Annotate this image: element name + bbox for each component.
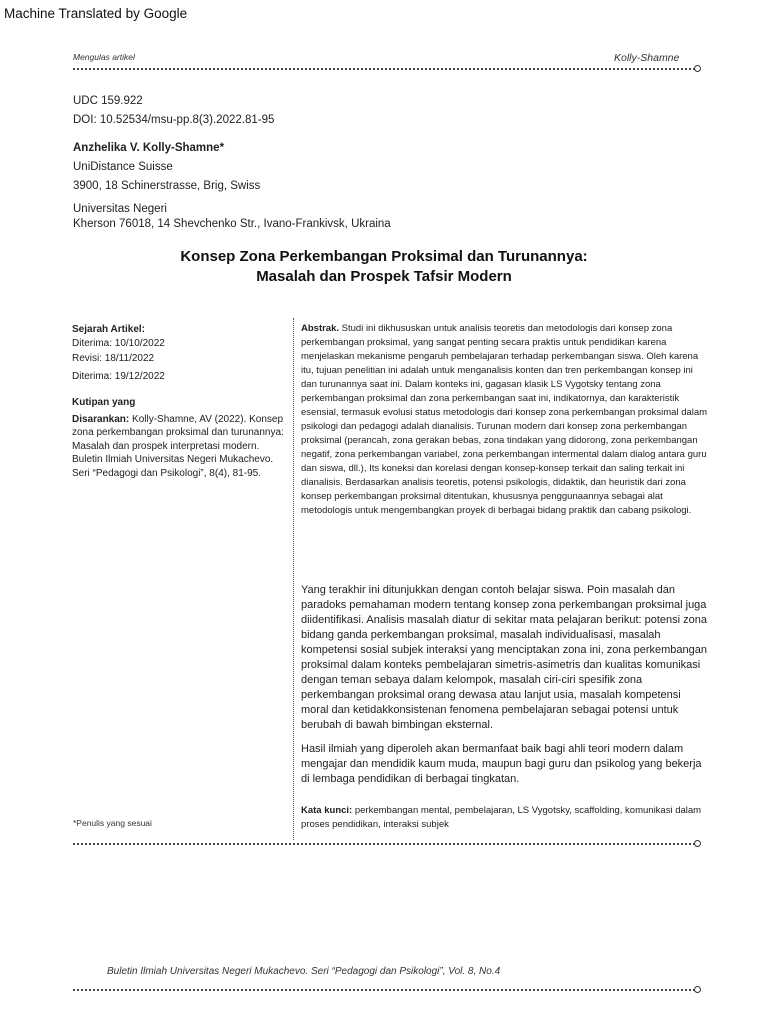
header-divider [73,68,695,70]
author-name: Anzhelika V. Kolly-Shamne* [73,142,225,154]
footer-divider-end-icon [694,986,701,993]
keywords [301,804,711,832]
footer-divider [73,989,695,991]
article-type-label: Mengulas artikel [73,52,135,62]
abstract-paragraph-2: Yang terakhir ini ditunjukkan dengan contoh belajar siswa. Poin masalah dan paradoks pemahaman modern tentang konsep zona perkembangan proksimal juga diidentifikasi. Analisis masalah diatur di sekitar mata pelajaran berikut: potensi zona bidang ganda perkembangan proksimal, masalah individualisasi, masalah kompetensi sosial subjek interaksi yang menciptakan zona ini, zona perkembangan proksimal dalam konteks pembelajaran simetris-asimetris dan kualitas komunikasi dengan teman sebaya dalam kelompok, masalah ciri-ciri spesifik zona perkembangan proksimal orang dewasa atau lanjut usia, masalah kompetensi moral dan ketidakkonsistenan fenomena pembelajaran sebagai potensi untuk berubah di bawah bimbingan eksternal. [301,584,708,731]
revised-date: Revisi: 18/11/2022 [72,353,155,364]
article-title [73,247,695,287]
content-divider [73,843,695,845]
citation-heading: Kutipan yang [72,397,136,408]
abstract-text: Studi ini dikhususkan untuk analisis teoretis dan metodologis dari konsep zona perkembangan proksimal, yang sangat penting secara praktis untuk pendidikan karena menjelaskan mekanisme pengaruh pembelajaran terhadap perkembangan siswa. Oleh karena itu, tujuan penelitian ini adalah untuk menganalisis konten dan tren perkembangan konsep ini dan turunannya saat ini. Dalam konteks ini, gagasan klasik LS Vygotsky tentang zona perkembangan proksimal dan zona perkembangan saat ini, indikatornya, dan karakteristik esensial, termasuk evolusi status metodologis dari konsep zona perkembangan proksimal dalam psikologi dan pedagogi adalah dianalisis. Turunan modern dari konsep zona perkembangan proksimal (perancah, zona gerakan bebas, zona tindakan yang didorong, zona perkembangan negatif, zona perkembangan variabel, zona perkembangan intermental dalam dialog antara guru dan siswa, dll.), Its koneksi dan korelasi dengan konsep-konsep terkait dan saling terkait ini dianalisis. Berdasarkan analisis teoretis, potensi psikologis, didaktik, dan heuristik dari zona konsep perkembangan proksimal ditentukan, khususnya penggunaannya sebagai alat metodologis untuk mengembangkan proyek di berbagai bidang praktik dan cabang psikologi. [301,323,708,516]
article-history [72,323,290,383]
address-2: Kherson 76018, 14 Shevchenko Str., Ivano-Frankivsk, Ukraina [73,218,391,230]
abstract-paragraph-3: Hasil ilmiah yang diperoleh akan bermanfaat baik bagi ahli teori modern dalam mengajar dan mendidik kaum muda, maupun bagi guru dan psikolog yang bekerja di lembaga pendidikan di berbagai tingkatan. [301,743,702,785]
corresponding-author-note: *Penulis yang sesuai [73,818,152,828]
address-1: 3900, 18 Schinerstrasse, Brig, Swiss [73,180,261,192]
title-line-1: Konsep Zona Perkembangan Proksimal dan Turunannya: [180,248,588,265]
header-divider-end-icon [694,65,701,72]
journal-footer: Buletin Ilmiah Universitas Negeri Mukachevo. Seri “Pedagogi dan Psikologi”, Vol. 8, No.4 [107,966,501,977]
abstract [301,322,711,518]
doi: DOI: 10.52534/msu-pp.8(3).2022.81-95 [73,114,275,126]
running-header-author: Kolly-Shamne [614,52,680,64]
abstract-label: Abstrak. [301,323,340,334]
content-divider-end-icon [694,840,701,847]
column-divider [293,318,294,840]
citation-text: Disarankan: Kolly-Shamne, AV (2022). Konsep zona perkembangan proksimal dan turunannya: Masalah dan prospek interpretasi modern. Buletin Ilmiah Universitas Negeri Mukachevo. Seri “Pedagogi dan Psikologi”, 8(4), 81-95. [72,413,284,479]
keywords-label: Kata kunci: [301,805,353,816]
machine-translation-banner: Machine Translated by Google [4,6,188,21]
udc-code: UDC 159.922 [73,95,143,107]
received-date: Diterima: 10/10/2022 [72,337,165,349]
history-heading: Sejarah Artikel: [72,324,145,335]
title-line-2: Masalah dan Prospek Tafsir Modern [256,268,512,285]
affiliation-2: Universitas Negeri [73,203,167,215]
accepted-date: Diterima: 19/12/2022 [72,370,165,382]
suggested-citation [72,396,290,480]
keywords-text: perkembangan mental, pembelajaran, LS Vygotsky, scaffolding, komunikasi dalam proses pendidikan, interaksi subjek [301,805,702,830]
affiliation-1: UniDistance Suisse [73,161,173,173]
